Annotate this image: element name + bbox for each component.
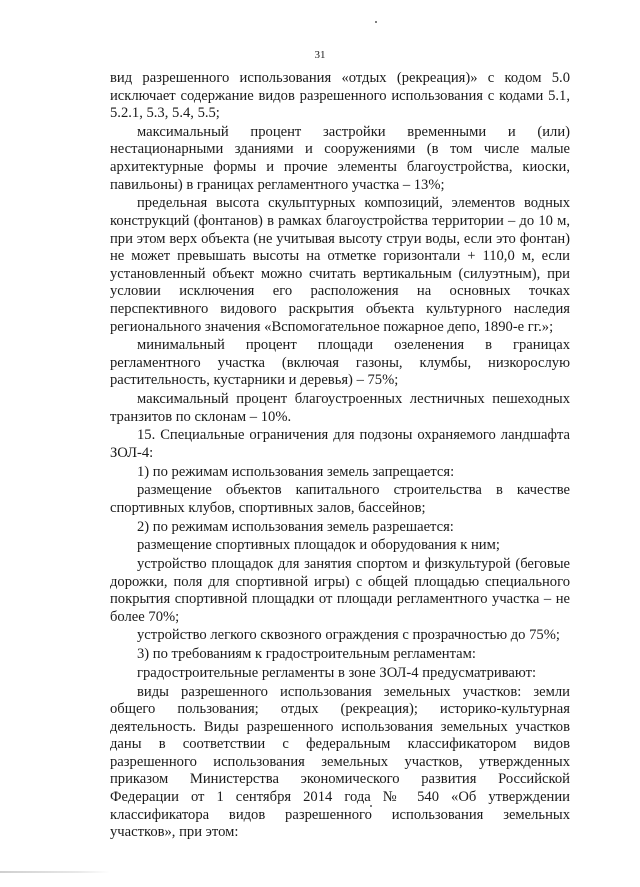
paragraph-fence-transparency: устройство легкого сквозного ограждения с прозрачностью до 75%;: [137, 627, 560, 644]
paragraph-zol4-regulations: градостроительные регламенты в зоне ЗОЛ-4 предусматривают:: [137, 664, 537, 681]
paragraph-stair-transits-percent: максимальный процент благоустроенных лестничных пешеходных транзитов по склонам – 10%.: [110, 391, 570, 425]
paragraph-sports-grounds: размещение спортивных площадок и оборудования к ним;: [137, 537, 500, 554]
paragraph-prohibited-sports-buildings: размещение объектов капитального строительства в качестве спортивных клубов, спортивных залов, бассейнов;: [110, 482, 570, 516]
paragraph-regulations-heading: 3) по требованиям к градостроительным регламентам:: [137, 646, 476, 663]
paragraph-prohibited-heading: 1) по режимам использования земель запрещается:: [137, 463, 455, 480]
page-number: 31: [314, 49, 326, 61]
paragraph-recreation-code: вид разрешенного использования «отдых (рекреация)» с кодом 5.0 исключает содержание видов разрешенного использования с кодами 5.1, 5.2.1, 5.3, 5.4, 5.5;: [110, 70, 570, 122]
paragraph-sports-coverage: устройство площадок для занятия спортом и физкультурой (беговые дорожки, поля для спортивной игры) с общей площадью специального покрытия спортивной площадки от площади регламентного участка – не более 70%;: [110, 555, 570, 625]
scan-edge-mark: [0, 871, 110, 873]
paragraph-temporary-buildings-percent: максимальный процент застройки временными и (или) нестационарными зданиями и сооружениями (в том числе малые архитектурные формы и прочие элементы благоустройства, киоски, павильоны) в границах регламентного участка – 13%;: [110, 123, 570, 193]
scan-speck: [370, 805, 372, 807]
paragraph-greening-percent: минимальный процент площади озеленения в границах регламентного участка (включая газоны, клумбы, низкорослую растительность, кустарники и деревья) – 75%;: [110, 337, 570, 389]
paragraph-permitted-heading: 2) по режимам использования земель разрешается:: [137, 518, 454, 535]
paragraph-permitted-uses: виды разрешенного использования земельных участков: земли общего пользования; отдых (рекреация); историко-культурная деятельность. Виды разрешенного использования земельных участков даны в соответствии с федеральным классификатором видов разрешенного использования земельных участков, утвержденных приказом Министерства экономического развития Российской Федерации от 1 сентября 2014 года № 540 «Об утверждении классификатора видов разрешенного использования земельных участков», при этом:: [110, 683, 570, 841]
paragraph-zol4-heading: 15. Специальные ограничения для подзоны охраняемого ландшафта ЗОЛ-4:: [110, 427, 570, 461]
paragraph-sculpture-height-limit: предельная высота скульптурных композиций, элементов водных конструкций (фонтанов) в рамках благоустройства территории – до 10 м, при этом верх объекта (не учитывая высоту струи воды, если это фонтан) не может превышать высоты на отметке горизонтали + 110,0 м, если установленный объект можно считать вертикальным (силуэтным), при условии исключения его расположения на основных точках перспективного видового раскрытия объекта культурного наследия регионального значения «Вспомогательное пожарное депо, 1890-е гг.»;: [110, 195, 570, 335]
scan-speck: [375, 21, 377, 23]
document-body: [110, 70, 570, 843]
